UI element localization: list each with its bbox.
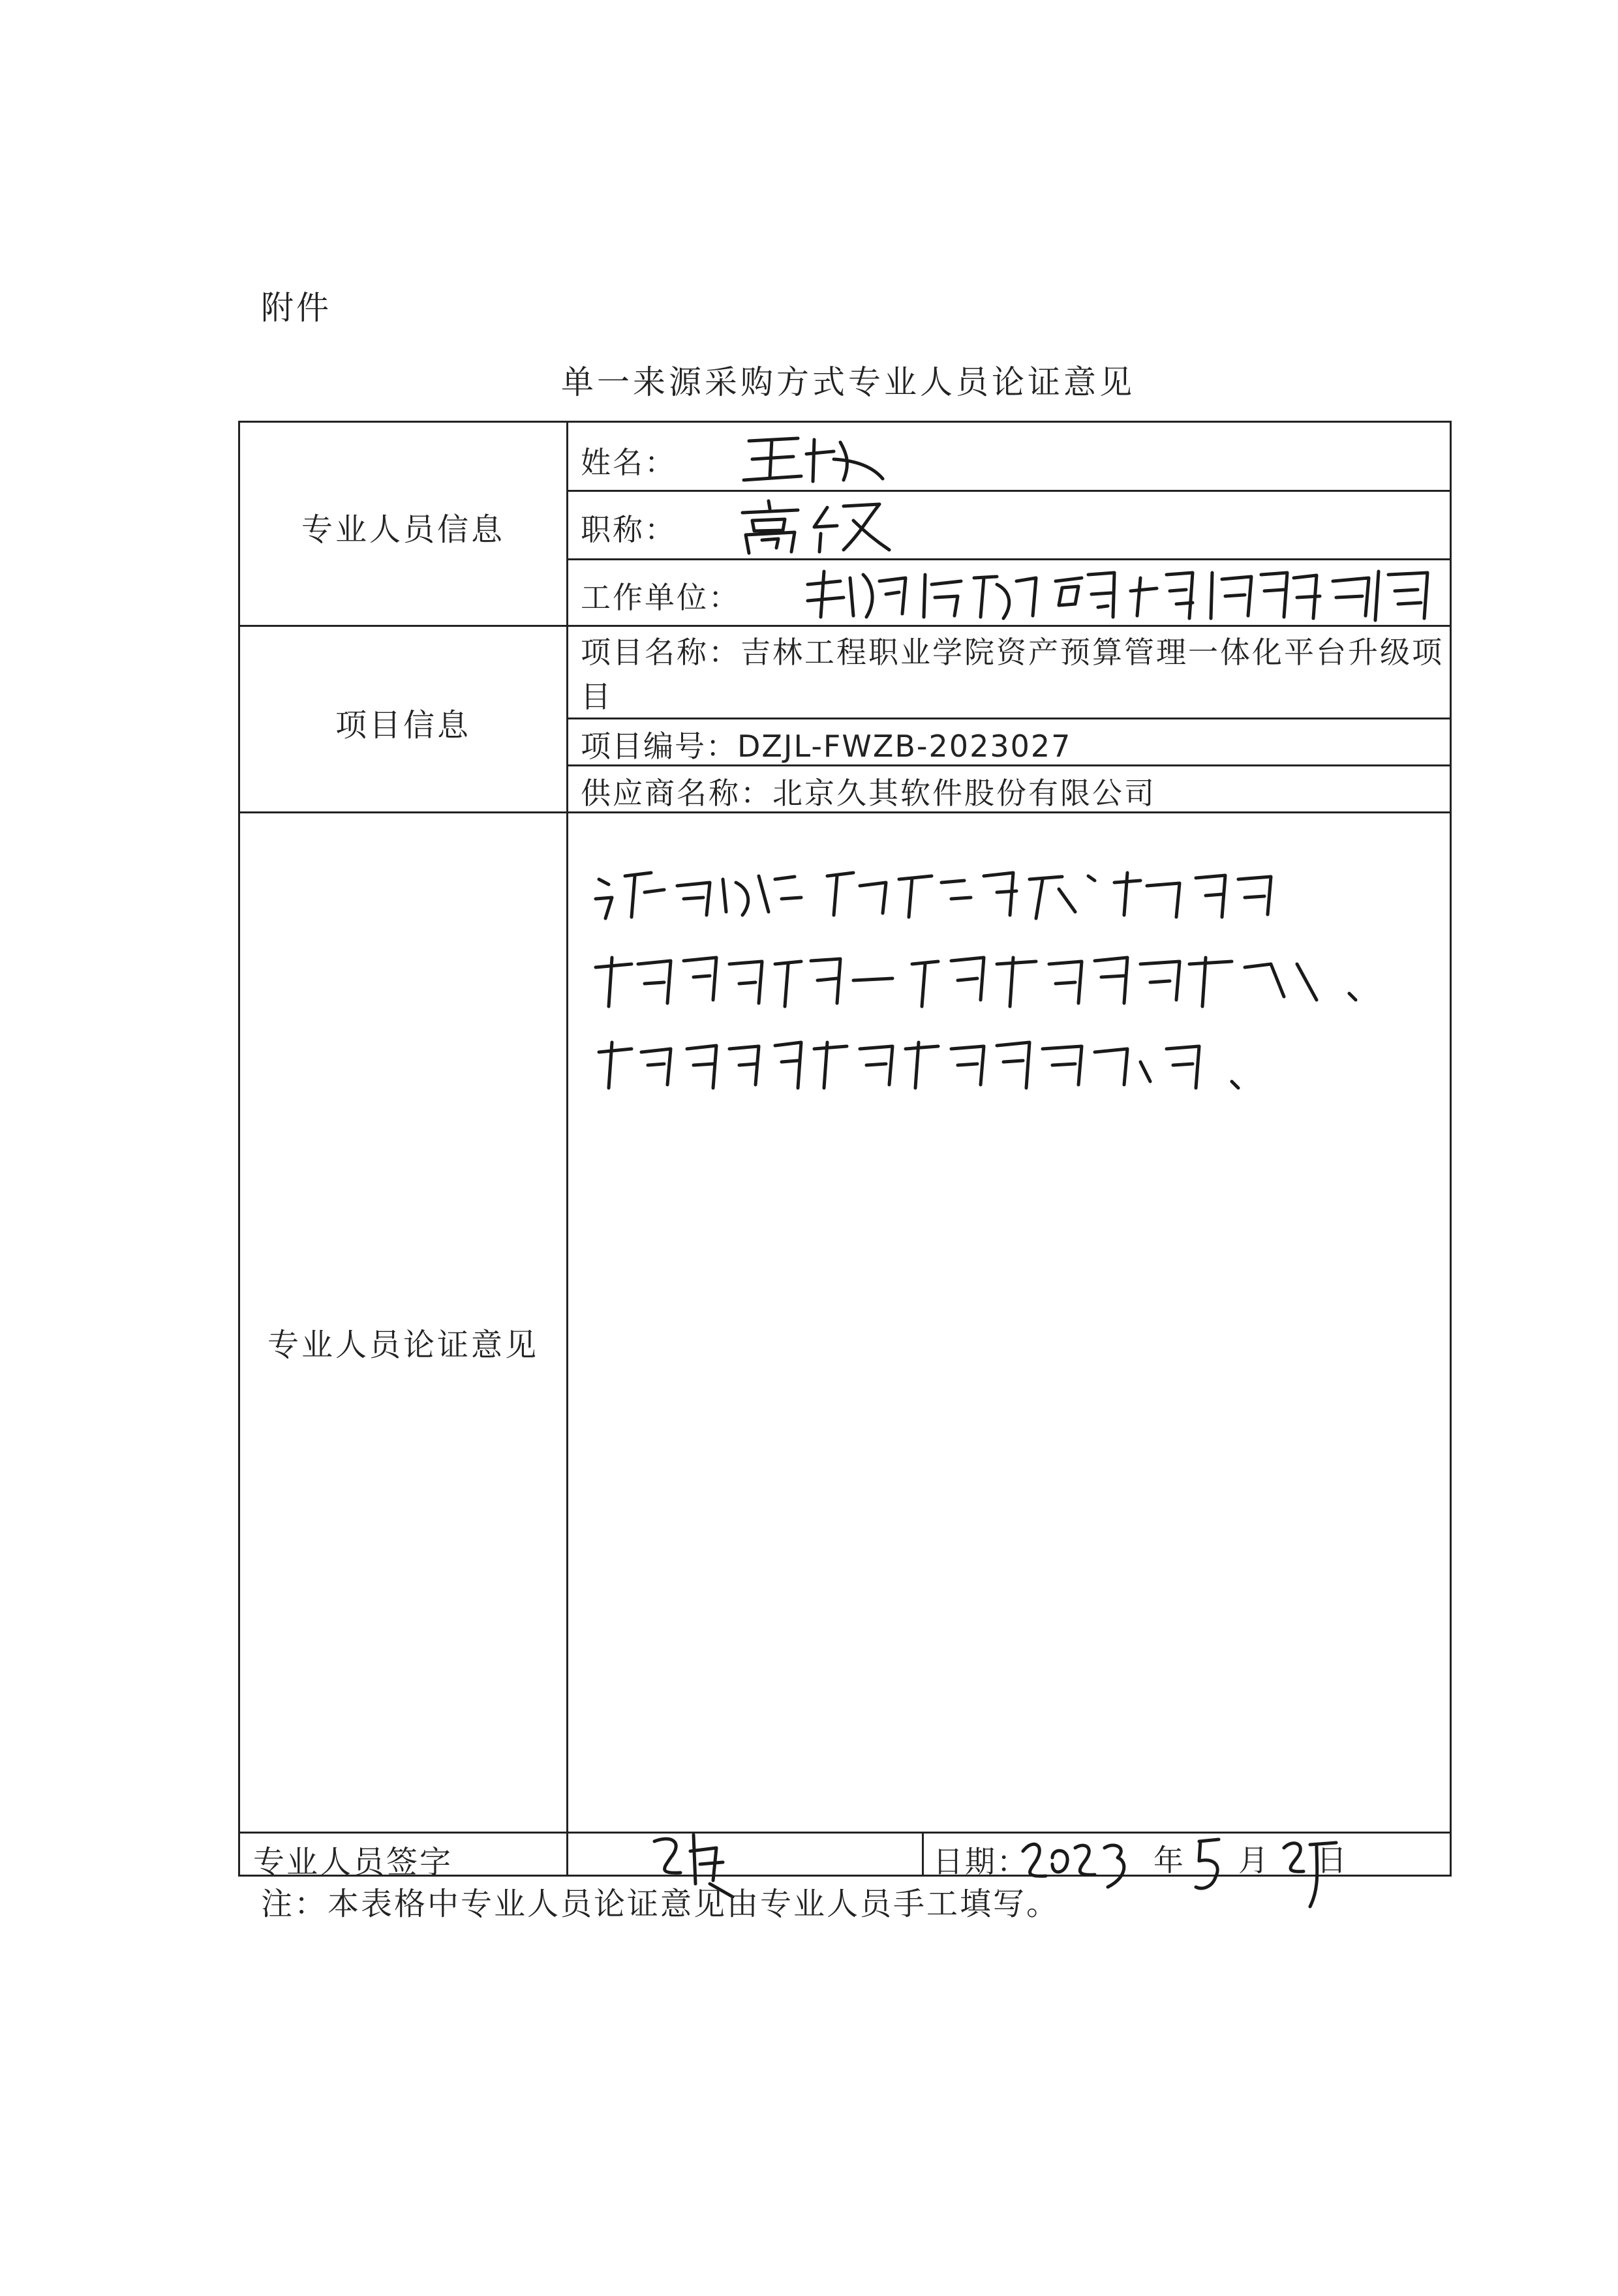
footnote: 注：本表格中专业人员论证意见由专业人员手工填写。: [261, 1886, 1060, 1922]
document-title: 单一来源采购方式专业人员论证意见: [561, 363, 1135, 401]
handwritten-name: [736, 428, 893, 490]
section-divider: [240, 625, 1450, 627]
signature-date-divider: [922, 1832, 924, 1877]
handwritten-title: [729, 494, 899, 556]
row-divider: [566, 490, 1450, 492]
signature-label: 专业人员签字: [253, 1844, 453, 1881]
day-suffix: 日: [1317, 1843, 1349, 1878]
project-name: 项目名称：吉林工程职业学院资产预算管理一体化平台升级项目: [581, 635, 1444, 714]
date-label: 日期：: [933, 1844, 1029, 1879]
handwritten-month: [1186, 1825, 1232, 1897]
month-suffix: 月: [1238, 1843, 1270, 1878]
handwritten-employer: [801, 565, 1441, 624]
column-divider: [566, 423, 568, 1877]
handwritten-opinion: [579, 866, 1441, 1095]
expert-info-section-label: 专业人员信息: [301, 511, 505, 548]
project-number: 项目编号：DZJL-FWZB-2023027: [581, 729, 1072, 764]
supplier-name: 供应商名称：北京久其软件股份有限公司: [581, 776, 1156, 811]
year-suffix: 年: [1153, 1843, 1185, 1878]
attachment-label: 附件: [261, 289, 331, 327]
section-divider: [240, 1832, 1450, 1834]
opinion-form-table: [238, 421, 1452, 1881]
employer-label: 工作单位：: [581, 580, 740, 615]
opinion-section-label: 专业人员论证意见: [267, 1327, 539, 1363]
row-divider: [566, 558, 1450, 560]
title-label: 职称：: [581, 512, 677, 547]
name-label: 姓名：: [581, 445, 677, 480]
project-info-section-label: 项目信息: [335, 707, 471, 744]
